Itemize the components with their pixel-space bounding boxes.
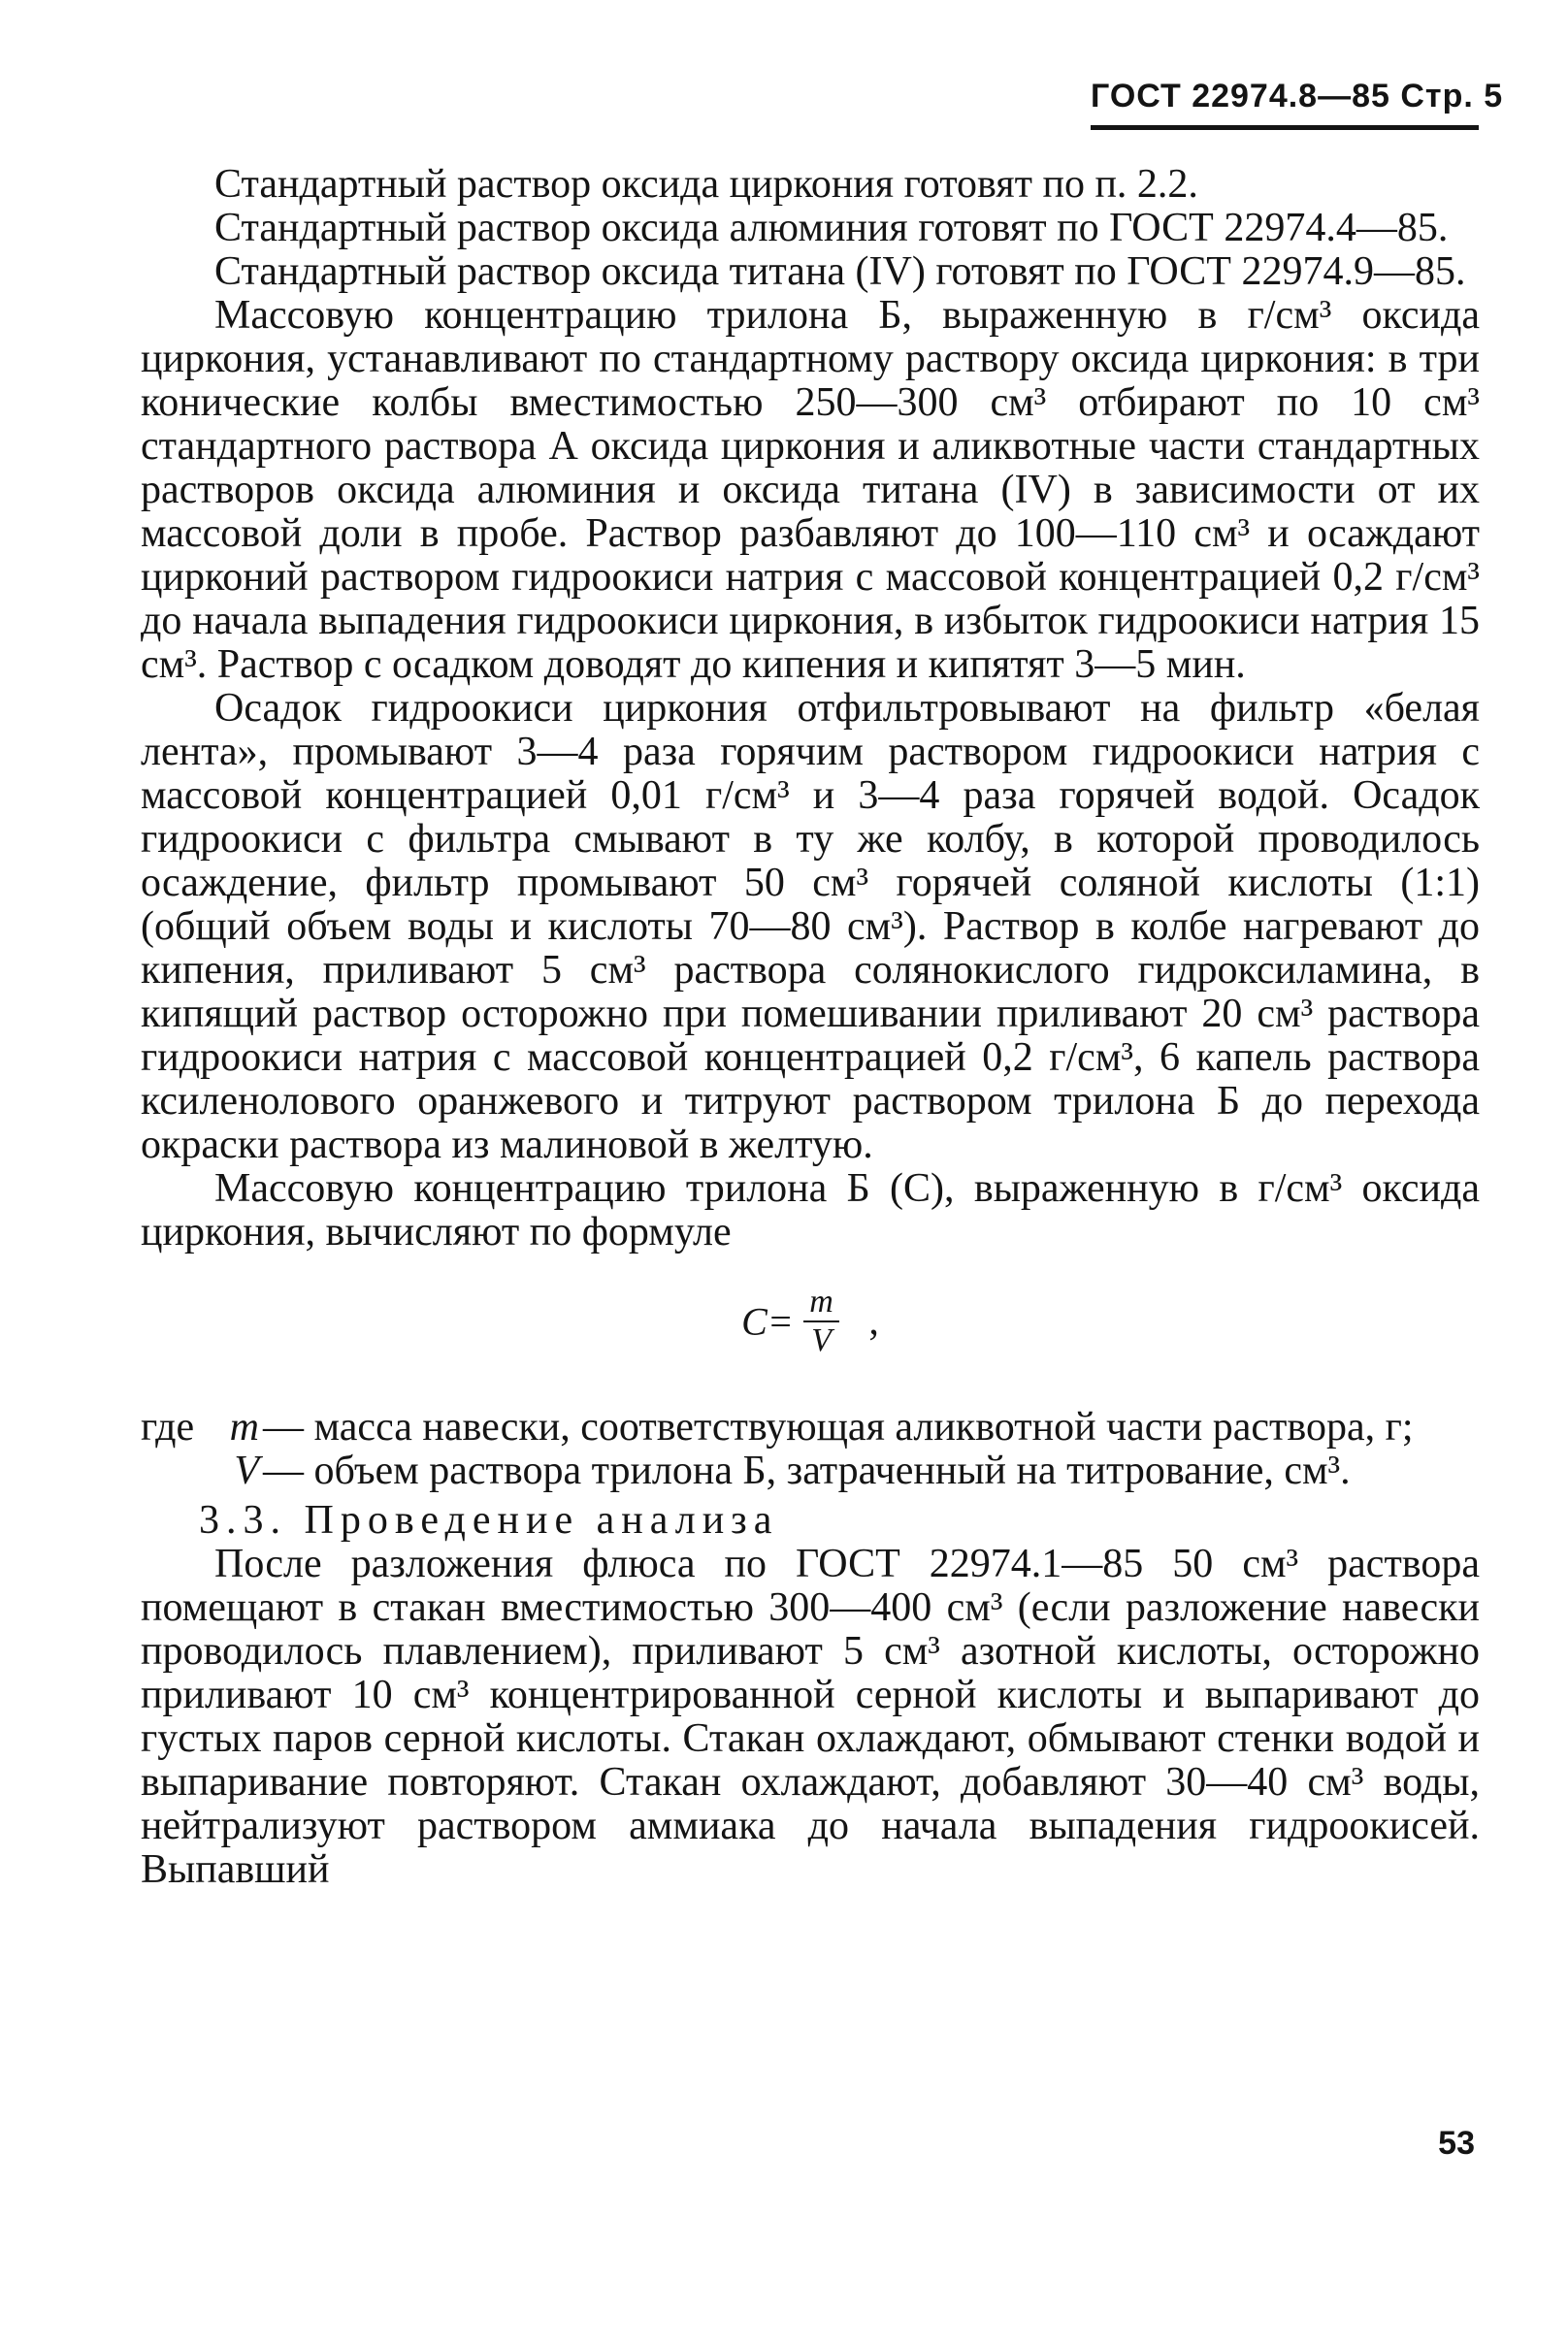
formula-numerator: m <box>803 1284 839 1322</box>
paragraph: Стандартный раствор оксида титана (IV) готовят по ГОСТ 22974.9—85. <box>214 249 1466 294</box>
formula-denominator: V <box>811 1322 832 1358</box>
where-row <box>141 1406 1480 1450</box>
where-lead-spacer <box>141 1450 211 1493</box>
paragraph: Массовую концентрацию трилона Б, выраженную в г/см³ оксида циркония, устанавливают по стандартному раствору оксида циркония: в три конические колбы вместимостью 250—300 см³ отбирают по 10 см³ стандартного раствора А оксида циркония и аликвотные части стандартных растворов оксида алюминия и оксида титана (IV) в зависимости от их массовой доли в пробе. Раствор разбавляют до 100—110 см³ и осаждают цирконий раствором гидроокиси натрия с массовой концентрацией 0,2 г/см³ до начала выпадения гидроокиси циркония, в избыток гидроокиси натрия 15 см³. Раствор с осадком доводят до кипения и кипятят 3—5 мин. <box>141 293 1480 687</box>
where-definition: — масса навески, соответствующая аликвотной части раствора, г; <box>263 1405 1414 1450</box>
formula <box>141 1284 1480 1381</box>
where-lead: где <box>141 1405 195 1450</box>
paragraph: Массовую концентрацию трилона Б (С), выраженную в г/см³ оксида циркония, вычисляют по формуле <box>141 1166 1480 1255</box>
page-header: ГОСТ 22974.8—85 Стр. 5 <box>1091 78 1479 130</box>
document-body <box>141 163 1480 1892</box>
formula-fraction <box>803 1284 839 1359</box>
where-variable: V <box>234 1449 259 1493</box>
paragraph: После разложения флюса по ГОСТ 22974.1—85 50 см³ раствора помещают в стакан вместимостью 300—400 см³ (если разложение навески проводилось плавлением), приливают 5 см³ азотной кислоты, осторожно приливают 10 см³ концентрированной серной кислоты и выпаривают до густых паров серной кислоты. Стакан охлаждают, обмывают стенки водой и выпаривание повторяют. Стакан охлаждают, добавляют 30—40 см³ воды, нейтрализуют раствором аммиака до начала выпадения гидроокисей. Выпавший <box>141 1542 1480 1892</box>
formula-trail: , <box>868 1298 879 1344</box>
paragraph: Стандартный раствор оксида алюминия готовят по ГОСТ 22974.4—85. <box>214 206 1449 250</box>
paragraph: Стандартный раствор оксида циркония готовят по п. 2.2. <box>214 162 1198 207</box>
where-row <box>141 1450 1480 1493</box>
section-heading: 3.3. Проведение анализа <box>199 1498 779 1543</box>
paragraph: Осадок гидроокиси циркония отфильтровывают на фильтр «белая лента», промывают 3—4 раза горячим раствором гидроокиси натрия с массовой концентрацией 0,01 г/см³ и 3—4 раза горячей водой. Осадок гидроокиси с фильтра смывают в ту же колбу, в которой проводилось осаждение, фильтр промывают 50 см³ горячей соляной кислоты (1:1) (общий объем воды и кислоты 70—80 см³). Раствор в колбе нагревают до кипения, приливают 5 см³ раствора солянокислого гидроксиламина, в кипящий раствор осторожно при помешивании приливают 20 см³ раствора гидроокиси натрия с массовой концентрацией 0,2 г/см³, 6 капель раствора ксиленолового оранжевого и титруют раствором трилона Б до перехода окраски раствора из малиновой в желтую. <box>141 686 1480 1167</box>
page-number: 53 <box>1438 2125 1475 2162</box>
formula-lhs: С= <box>741 1299 794 1344</box>
where-variable: m <box>229 1405 259 1450</box>
where-definition: — объем раствора трилона Б, затраченный на титрование, см³. <box>263 1449 1351 1493</box>
